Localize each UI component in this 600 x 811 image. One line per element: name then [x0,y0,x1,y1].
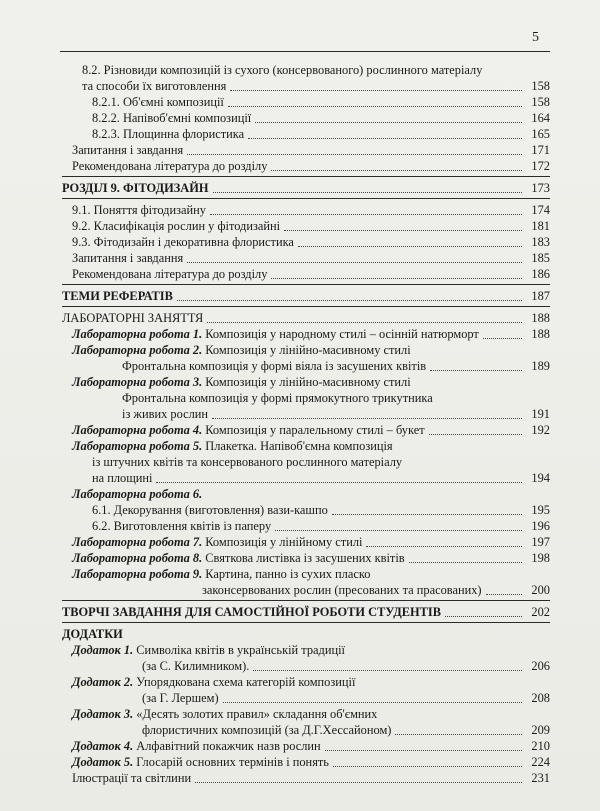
toc-entry-line [62,218,550,234]
toc-entry-line [62,582,550,598]
toc-page-number: 191 [531,407,550,421]
toc-entry-title: Святкова листівка із засушених квітів [205,551,405,565]
toc-entry-title: Композиція у лінійно-масивному стилі [205,343,411,357]
dot-leader [207,322,522,323]
toc-entry-line [62,690,550,706]
toc-entry-title: 8.2. Різновиди композицій із сухого (консервованого) рослинного матеріалу [82,63,483,77]
section-rule [62,622,550,623]
toc-entry-line [62,722,550,738]
dot-leader [366,546,522,547]
dot-leader [223,702,522,703]
toc-entry-text [92,502,328,518]
toc-page-number: 172 [531,159,550,173]
toc-entry-label: Лабораторна робота 9. [72,567,203,581]
toc-entry-label: Лабораторна робота 1. [72,327,203,341]
toc-entry-title: на площині [92,471,153,485]
toc-entry-text [72,374,411,390]
toc-entry-line [62,470,550,486]
dot-leader [486,594,522,595]
toc-entry-label: Лабораторна робота 4. [72,423,203,437]
dot-leader [325,750,522,751]
toc-entry-line [62,126,550,142]
toc-entry-line [62,406,550,422]
page-number: 5 [532,30,539,45]
toc-page-number: 200 [531,583,550,597]
toc-entry-label: Лабораторна робота 7. [72,535,203,549]
toc-entry-line [62,566,550,582]
toc-entry-title: Упорядкована схема категорій композиції [136,675,356,689]
toc-entry-text [72,738,321,754]
toc-entry-line [62,550,550,566]
toc-entry-title: Рекомендована література до розділу [72,159,268,173]
dot-leader [255,122,522,123]
toc-entry-line [62,326,550,342]
section-rule [62,284,550,285]
table-of-contents [62,62,550,786]
toc-entry-title: Рекомендована література до розділу [72,267,268,281]
toc-entry-title: «Десять золотих правил» складання об'ємних [136,707,378,721]
toc-page-number: 171 [531,143,550,157]
toc-entry-line [62,266,550,282]
toc-entry-line [62,486,550,502]
toc-page-number: 188 [531,311,550,325]
toc-entry-title: Символіка квітів в українській традиції [136,643,345,657]
toc-entry-text [72,218,280,234]
toc-entry-line [62,706,550,722]
dot-leader [187,262,522,263]
toc-entry-text [72,234,294,250]
toc-entry-text [72,770,191,786]
toc-entry-title: із живих рослин [122,407,209,421]
toc-entry-text [72,202,206,218]
toc-entry-text [62,288,173,304]
toc-entry-title: (за Г. Лершем) [142,691,219,705]
toc-entry-text [62,180,209,196]
toc-entry-line [62,754,550,770]
toc-entry-title: Фронтальна композиція у формі віяла із засушених квітів [122,359,427,373]
dot-leader [483,338,522,339]
toc-page-number: 196 [531,519,550,533]
toc-entry-label: Додаток 1. [72,643,134,657]
toc-entry-line [62,518,550,534]
dot-leader [195,782,522,783]
toc-entry-label: Додаток 5. [72,755,134,769]
toc-entry-line [62,658,550,674]
toc-entry-line [62,62,550,78]
toc-entry-line [62,422,550,438]
dot-leader [210,214,522,215]
toc-page-number: 192 [531,423,550,437]
toc-entry-line [62,202,550,218]
toc-entry-text [122,390,433,406]
toc-entry-label: Лабораторна робота 2. [72,343,203,357]
toc-page-number: 158 [531,79,550,93]
toc-entry-text [72,642,345,658]
toc-entry-text [142,658,249,674]
toc-entry-title: РОЗДІЛ 9. ФІТОДИЗАЙН [62,181,209,195]
toc-page-number: 208 [531,691,550,705]
toc-entry-line [62,738,550,754]
toc-entry-text [82,78,226,94]
toc-entry-label: Додаток 3. [72,707,134,721]
section-rule [62,176,550,177]
toc-entry-line [62,158,550,174]
toc-page-number: 197 [531,535,550,549]
toc-entry-text [72,706,377,722]
dot-leader [429,434,522,435]
toc-entry-line [62,454,550,470]
toc-page-number: 185 [531,251,550,265]
toc-entry-title: ЛАБОРАТОРНІ ЗАНЯТТЯ [62,311,204,325]
toc-entry-line [62,438,550,454]
toc-entry-text [72,550,405,566]
toc-entry-line [62,142,550,158]
toc-entry-text [72,674,355,690]
toc-entry-text [72,266,267,282]
toc-entry-line [62,626,550,642]
header-rule [60,51,550,52]
toc-entry-text [92,94,224,110]
toc-entry-line [62,674,550,690]
dot-leader [275,530,522,531]
toc-entry-title: 9.1. Поняття фітодизайну [72,203,206,217]
toc-entry-text [82,62,482,78]
toc-entry-line [62,642,550,658]
toc-entry-line [62,374,550,390]
toc-entry-title: 8.2.2. Напівоб'ємні композиції [92,111,252,125]
toc-entry-text [92,454,402,470]
toc-entry-text [122,406,208,422]
toc-entry-label: Додаток 2. [72,675,134,689]
toc-entry-line [62,534,550,550]
toc-entry-title: флористичних композицій (за Д.Г.Хессайоном) [142,723,392,737]
toc-entry-text [122,358,426,374]
toc-entry-line [62,94,550,110]
toc-entry-line [62,180,550,196]
toc-entry-text [72,754,329,770]
toc-entry-title: 8.2.3. Площинна флористика [92,127,245,141]
toc-entry-text [202,582,482,598]
toc-entry-line [62,358,550,374]
dot-leader [271,278,522,279]
toc-entry-title: Композиція у лінійному стилі [205,535,363,549]
toc-page-number: 209 [531,723,550,737]
toc-entry-text [72,142,183,158]
toc-entry-text [72,486,202,502]
toc-entry-text [142,722,391,738]
dot-leader [228,106,522,107]
toc-entry-line [62,110,550,126]
dot-leader [187,154,522,155]
toc-entry-text [92,470,152,486]
toc-entry-text [72,342,411,358]
toc-page-number: 231 [531,771,550,785]
toc-entry-text [62,626,123,642]
toc-entry-title: ТЕМИ РЕФЕРАТІВ [62,289,173,303]
section-rule [62,600,550,601]
section-rule [62,306,550,307]
toc-page-number: 165 [531,127,550,141]
toc-entry-text [72,422,425,438]
toc-entry-title: ТВОРЧІ ЗАВДАННЯ ДЛЯ САМОСТІЙНОЇ РОБОТИ СТУДЕНТІВ [62,605,441,619]
toc-entry-text [92,126,244,142]
toc-entry-line [62,250,550,266]
dot-leader [395,734,522,735]
toc-entry-title: 9.2. Класифікація рослин у фітодизайні [72,219,281,233]
toc-entry-text [72,438,393,454]
toc-entry-line [62,288,550,304]
toc-entry-title: ДОДАТКИ [62,627,123,641]
toc-entry-label: Лабораторна робота 6. [72,487,203,501]
toc-entry-title: 9.3. Фітодизайн і декоративна флористика [72,235,294,249]
toc-entry-line [62,342,550,358]
toc-page-number: 174 [531,203,550,217]
toc-entry-line [62,310,550,326]
toc-entry-title: Плакетка. Напівоб'ємна композиція [205,439,393,453]
dot-leader [298,246,522,247]
toc-entry-line [62,78,550,94]
toc-entry-label: Лабораторна робота 3. [72,375,203,389]
toc-entry-title: (за С. Килимником). [142,659,250,673]
toc-entry-title: 6.1. Декорування (виготовлення) вази-кашпо [92,503,328,517]
dot-leader [213,192,523,193]
toc-entry-text [62,604,441,620]
toc-page-number: 198 [531,551,550,565]
dot-leader [284,230,522,231]
toc-entry-title: Запитання і завдання [72,251,184,265]
dot-leader [253,670,522,671]
toc-page-number: 206 [531,659,550,673]
toc-page-number: 210 [531,739,550,753]
toc-entry-text [92,110,251,126]
toc-page-number: 173 [531,181,550,195]
dot-leader [333,766,522,767]
toc-entry-title: 6.2. Виготовлення квітів із паперу [92,519,272,533]
toc-entry-text [72,158,267,174]
toc-entry-title: Композиція у паралельному стилі – букет [205,423,425,437]
toc-page-number: 188 [531,327,550,341]
dot-leader [332,514,522,515]
toc-entry-label: Додаток 4. [72,739,134,753]
toc-entry-title: 8.2.1. Об'ємні композиції [92,95,224,109]
toc-page-number: 181 [531,219,550,233]
toc-entry-text [62,310,203,326]
dot-leader [248,138,522,139]
toc-entry-title: Глосарій основних термінів і понять [136,755,329,769]
toc-entry-text [72,250,183,266]
dot-leader [156,482,522,483]
toc-entry-title: Алфавітний покажчик назв рослин [136,739,321,753]
toc-entry-label: Лабораторна робота 5. [72,439,203,453]
toc-page-number: 186 [531,267,550,281]
dot-leader [177,300,522,301]
toc-entry-text [72,566,370,582]
toc-entry-line [62,604,550,620]
toc-entry-title: та способи їх виготовлення [82,79,227,93]
toc-entry-text [92,518,271,534]
toc-entry-line [62,502,550,518]
toc-entry-title: Ілюстрації та світлини [72,771,192,785]
toc-entry-title: Композиція у народному стилі – осінній натюрморт [205,327,479,341]
toc-page-number: 158 [531,95,550,109]
toc-page-number: 189 [531,359,550,373]
dot-leader [409,562,522,563]
toc-entry-label: Лабораторна робота 8. [72,551,203,565]
dot-leader [212,418,522,419]
toc-page-number: 202 [531,605,550,619]
toc-entry-line [62,390,550,406]
dot-leader [430,370,522,371]
toc-entry-text [72,534,362,550]
toc-entry-line [62,234,550,250]
toc-entry-title: Фронтальна композиція у формі прямокутного трикутника [122,391,433,405]
toc-entry-text [72,326,479,342]
dot-leader [271,170,522,171]
dot-leader [445,616,522,617]
toc-page-number: 187 [531,289,550,303]
toc-entry-line [62,770,550,786]
toc-page-number: 164 [531,111,550,125]
toc-page-number: 195 [531,503,550,517]
toc-entry-title: Композиція у лінійно-масивному стилі [205,375,411,389]
toc-page-number: 183 [531,235,550,249]
toc-entry-title: Картина, панно із сухих пласко [205,567,371,581]
toc-entry-title: законсервованих рослин (пресованих та прасованих) [202,583,482,597]
toc-entry-title: Запитання і завдання [72,143,184,157]
section-rule [62,198,550,199]
toc-page-number: 224 [531,755,550,769]
toc-entry-text [142,690,219,706]
toc-page-number: 194 [531,471,550,485]
dot-leader [230,90,522,91]
toc-entry-title: із штучних квітів та консервованого рослинного матеріалу [92,455,403,469]
